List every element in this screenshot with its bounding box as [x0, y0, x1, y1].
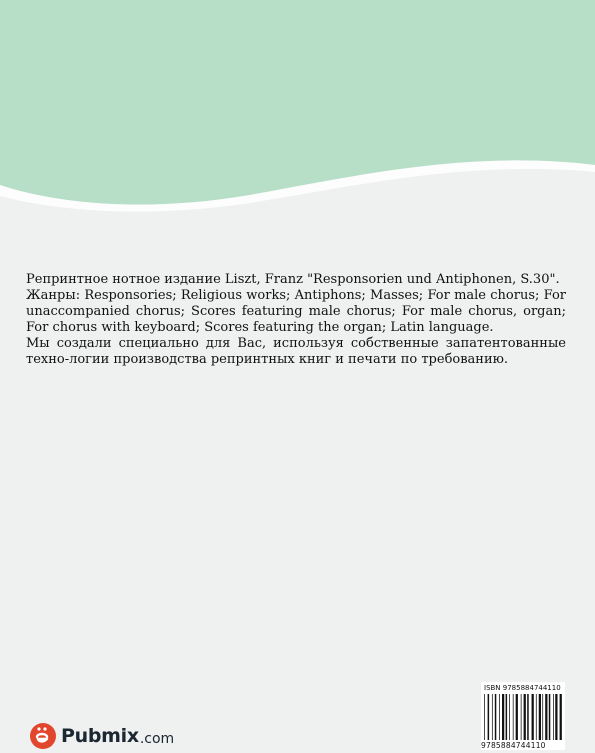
barcode-bar	[516, 694, 518, 740]
barcode-bar	[506, 694, 508, 740]
isbn-label: ISBN 9785884744110	[484, 684, 561, 692]
barcode-bar	[549, 694, 551, 740]
description-genres: Жанры: Responsories; Religious works; Antiphons; Masses; For male chorus; For unaccompanied chorus; Scores featuring male chorus; For male chorus, organ; For chorus with keyboard; Scores featuring the organ; Latin language.	[26, 288, 566, 335]
barcode-bar	[527, 694, 529, 740]
barcode-bar	[532, 694, 534, 740]
book-description	[26, 272, 566, 368]
description-publisher-note: Мы создали специально для Вас, используя собственные запатентованные техно-логии производства репринтных книг и печати по требованию.	[26, 336, 566, 367]
barcode-bar	[545, 694, 547, 740]
description-title-line: Репринтное нотное издание Liszt, Franz "Responsorien und Antiphonen, S.30".	[26, 272, 560, 287]
barcode-bar	[499, 694, 500, 740]
barcode-bar	[539, 694, 541, 740]
publisher-domain: .com	[139, 730, 175, 747]
barcode-bar	[513, 694, 514, 740]
barcode-bar	[509, 694, 510, 740]
publisher-name: Pubmix	[61, 725, 139, 747]
barcode-bar	[524, 694, 526, 740]
header-wave-background	[0, 0, 595, 230]
isbn-barcode	[481, 682, 565, 750]
isbn-number: 9785884744110	[481, 741, 565, 750]
barcode-bar	[542, 694, 543, 740]
barcode-bar	[484, 694, 485, 740]
pubmix-logo-icon	[30, 723, 56, 749]
barcode-bar	[492, 694, 493, 740]
barcode-bar	[555, 694, 557, 740]
publisher-logo	[30, 719, 174, 753]
barcode-bar	[553, 694, 554, 740]
barcode-bar	[560, 694, 562, 740]
header-wave-shape	[0, 0, 595, 205]
barcode-bar	[521, 694, 522, 740]
barcode-bar	[488, 694, 490, 740]
barcode-bars	[484, 694, 562, 740]
barcode-bar	[502, 694, 504, 740]
barcode-bar	[536, 694, 537, 740]
barcode-bar	[495, 694, 497, 740]
